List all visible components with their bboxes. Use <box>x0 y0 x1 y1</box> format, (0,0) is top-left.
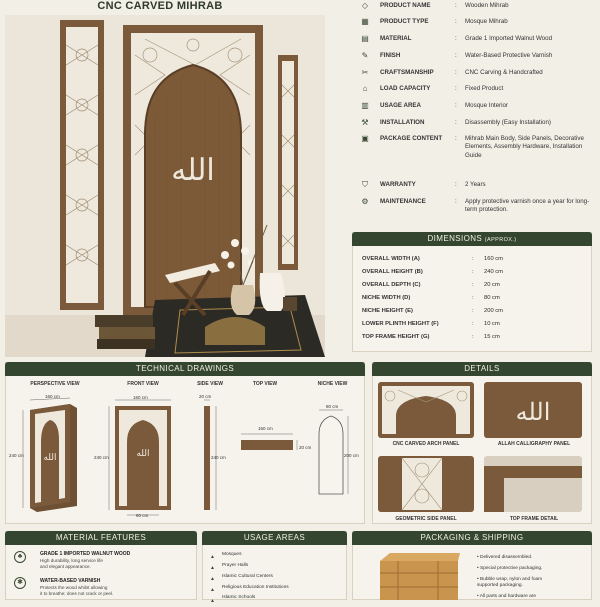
side-depth-label: 20 cm <box>199 394 212 399</box>
crate-image <box>378 553 460 600</box>
spec-material: ▤ MATERIAL : Grade 1 Imported Walnut Wood <box>361 34 553 43</box>
svg-text:الله: الله <box>43 453 57 463</box>
tree-icon: ♣ <box>14 551 26 563</box>
spec-installation: ⚒ INSTALLATION : Disassembly (Easy Installation) <box>361 118 551 127</box>
shield-icon: ⛉ <box>362 180 368 189</box>
top-width-label: 160 cm <box>258 426 273 431</box>
perspective-drawing <box>23 398 77 512</box>
wrench-icon: ⚒ <box>361 118 369 127</box>
usage-header: USAGE AREAS <box>202 531 347 545</box>
detail-caption-arch: CNC CARVED ARCH PANEL <box>392 441 460 447</box>
front-height-label: 240 cm <box>94 455 109 460</box>
tag-icon: ◇ <box>361 1 369 10</box>
perspective-width-label: 160 cm <box>45 394 60 399</box>
dim-overall-height: OVERALL HEIGHT (B) : 240 cm <box>362 269 504 275</box>
technical-header: TECHNICAL DRAWINGS <box>5 362 365 376</box>
details-header: DETAILS <box>372 362 592 376</box>
shipping-item-1: • Delivered disassembled. <box>477 555 533 560</box>
top-view-label: TOP VIEW <box>252 381 278 387</box>
spec-product-type: ▦ PRODUCT TYPE : Mosque Mihrab <box>361 17 508 26</box>
dim-overall-width: OVERALL WIDTH (A) : 160 cm <box>362 256 504 262</box>
niche-view-label: NICHE VIEW <box>317 381 348 387</box>
dim-plinth-height: LOWER PLINTH HEIGHT (F) : 10 cm <box>362 321 500 327</box>
spec-package-content: ▣ PACKAGE CONTENT : Mihrab Main Body, Side Panels, Decorative Elements, Assembly Hardware, Installation Guide <box>361 134 584 159</box>
detail-caption-calligraphy: ALLAH CALLIGRAPHY PANEL <box>497 441 571 447</box>
feature-desc-wood-2: and elegant appearance. <box>40 564 91 569</box>
drop-icon: ✱ <box>14 577 26 589</box>
weight-icon: ⌂ <box>362 84 368 93</box>
tools-icon: ✂ <box>361 68 369 77</box>
svg-text:الله: الله <box>136 449 150 459</box>
shipping-item-3: • Bubble wrap, nylon and foam supported packaging. <box>477 577 543 589</box>
front-view-label: FRONT VIEW <box>127 381 159 387</box>
detail-caption-geometric: GEOMETRIC SIDE PANEL <box>395 516 457 522</box>
building-icon: ▥ <box>361 101 369 110</box>
front-width-label: 160 cm <box>133 395 148 400</box>
feature-desc-varnish-1: Protects the wood whilst allowing <box>40 585 108 590</box>
top-depth-label: 20 cm <box>299 445 312 450</box>
page-title: CNC CARVED MIHRAB <box>97 0 223 12</box>
feature-desc-varnish-2: it to breathe; does not crack or peel. <box>40 591 114 596</box>
niche-height-label: 200 cm <box>344 453 359 458</box>
mosque-icons: ▲ ▲ ▲ ▲ ▲ <box>210 554 215 604</box>
gear-icon: ⚙ <box>361 197 369 206</box>
top-drawing <box>241 434 297 450</box>
detail-caption-top-frame: TOP FRAME DETAIL <box>509 516 559 522</box>
niche-width-label: 80 cm <box>326 404 339 409</box>
spec-craftsmanship: ✂ CRAFTSMANSHIP : CNC Carving & Handcrafted <box>361 68 543 77</box>
usage-item-mosques: Mosques <box>222 552 242 557</box>
photo-calligraphy: الله <box>171 153 215 188</box>
usage-item-education: Religious Education Institutions <box>222 585 289 590</box>
usage-item-cultural-centers: Islamic Cultural Centers <box>222 574 273 579</box>
feature-desc-wood-1: High durability, long service life <box>40 558 103 563</box>
perspective-view-label: PERSPECTIVE VIEW <box>30 381 80 387</box>
side-view-label: SIDE VIEW <box>197 381 223 387</box>
shipping-header: PACKAGING & SHIPPING <box>352 531 592 545</box>
usage-item-prayer-halls: Prayer Halls <box>222 563 249 568</box>
feature-title-varnish: WATER-BASED VARNISH <box>40 578 101 584</box>
grid-icon: ▦ <box>361 17 369 26</box>
niche-drawing <box>319 410 348 494</box>
spec-maintenance: ⚙ MAINTENANCE : Apply protective varnish once a year for long-term protection. <box>361 197 590 214</box>
spec-warranty: ⛉ WARRANTY : 2 Years <box>362 180 486 189</box>
dim-niche-width: NICHE WIDTH (D) : 80 cm <box>362 295 500 301</box>
shipping-item-4: • All parts and hardware are <box>477 594 537 599</box>
details-images <box>378 382 588 512</box>
svg-text:الله: الله <box>515 398 551 426</box>
technical-drawings-svg <box>5 390 365 520</box>
feature-title-wood: GRADE 1 IMPORTED WALNUT WOOD <box>40 551 131 557</box>
brush-icon: ✎ <box>361 51 369 60</box>
dim-top-frame-height: TOP FRAME HEIGHT (G) : 15 cm <box>362 334 500 340</box>
dimensions-header: DIMENSIONS (APPROX.) <box>352 232 592 246</box>
spec-load-capacity: ⌂ LOAD CAPACITY : Fixed Product <box>360 84 596 100</box>
front-base-label: 60 cm <box>136 513 149 518</box>
spec-product-name: ◇ PRODUCT NAME : Wooden Mihrab <box>361 1 509 10</box>
spec-usage-area: ▥ USAGE AREA : Mosque Interior <box>361 101 508 110</box>
dim-niche-height: NICHE HEIGHT (E) : 200 cm <box>362 308 504 314</box>
dim-overall-depth: OVERALL DEPTH (C) : 20 cm <box>362 282 500 288</box>
shipping-item-2: • Special protective packaging. <box>477 566 543 571</box>
side-height-label: 240 cm <box>211 455 226 460</box>
perspective-height-label: 240 cm <box>9 453 24 458</box>
package-icon: ▣ <box>361 134 369 143</box>
features-header: MATERIAL FEATURES <box>5 531 197 545</box>
front-drawing <box>109 400 171 515</box>
material-icon: ▤ <box>361 34 369 43</box>
usage-item-schools: Islamic Schools <box>222 595 256 600</box>
product-photo <box>5 15 325 357</box>
spec-finish: ✎ FINISH : Water-Based Protective Varnish <box>361 51 553 60</box>
